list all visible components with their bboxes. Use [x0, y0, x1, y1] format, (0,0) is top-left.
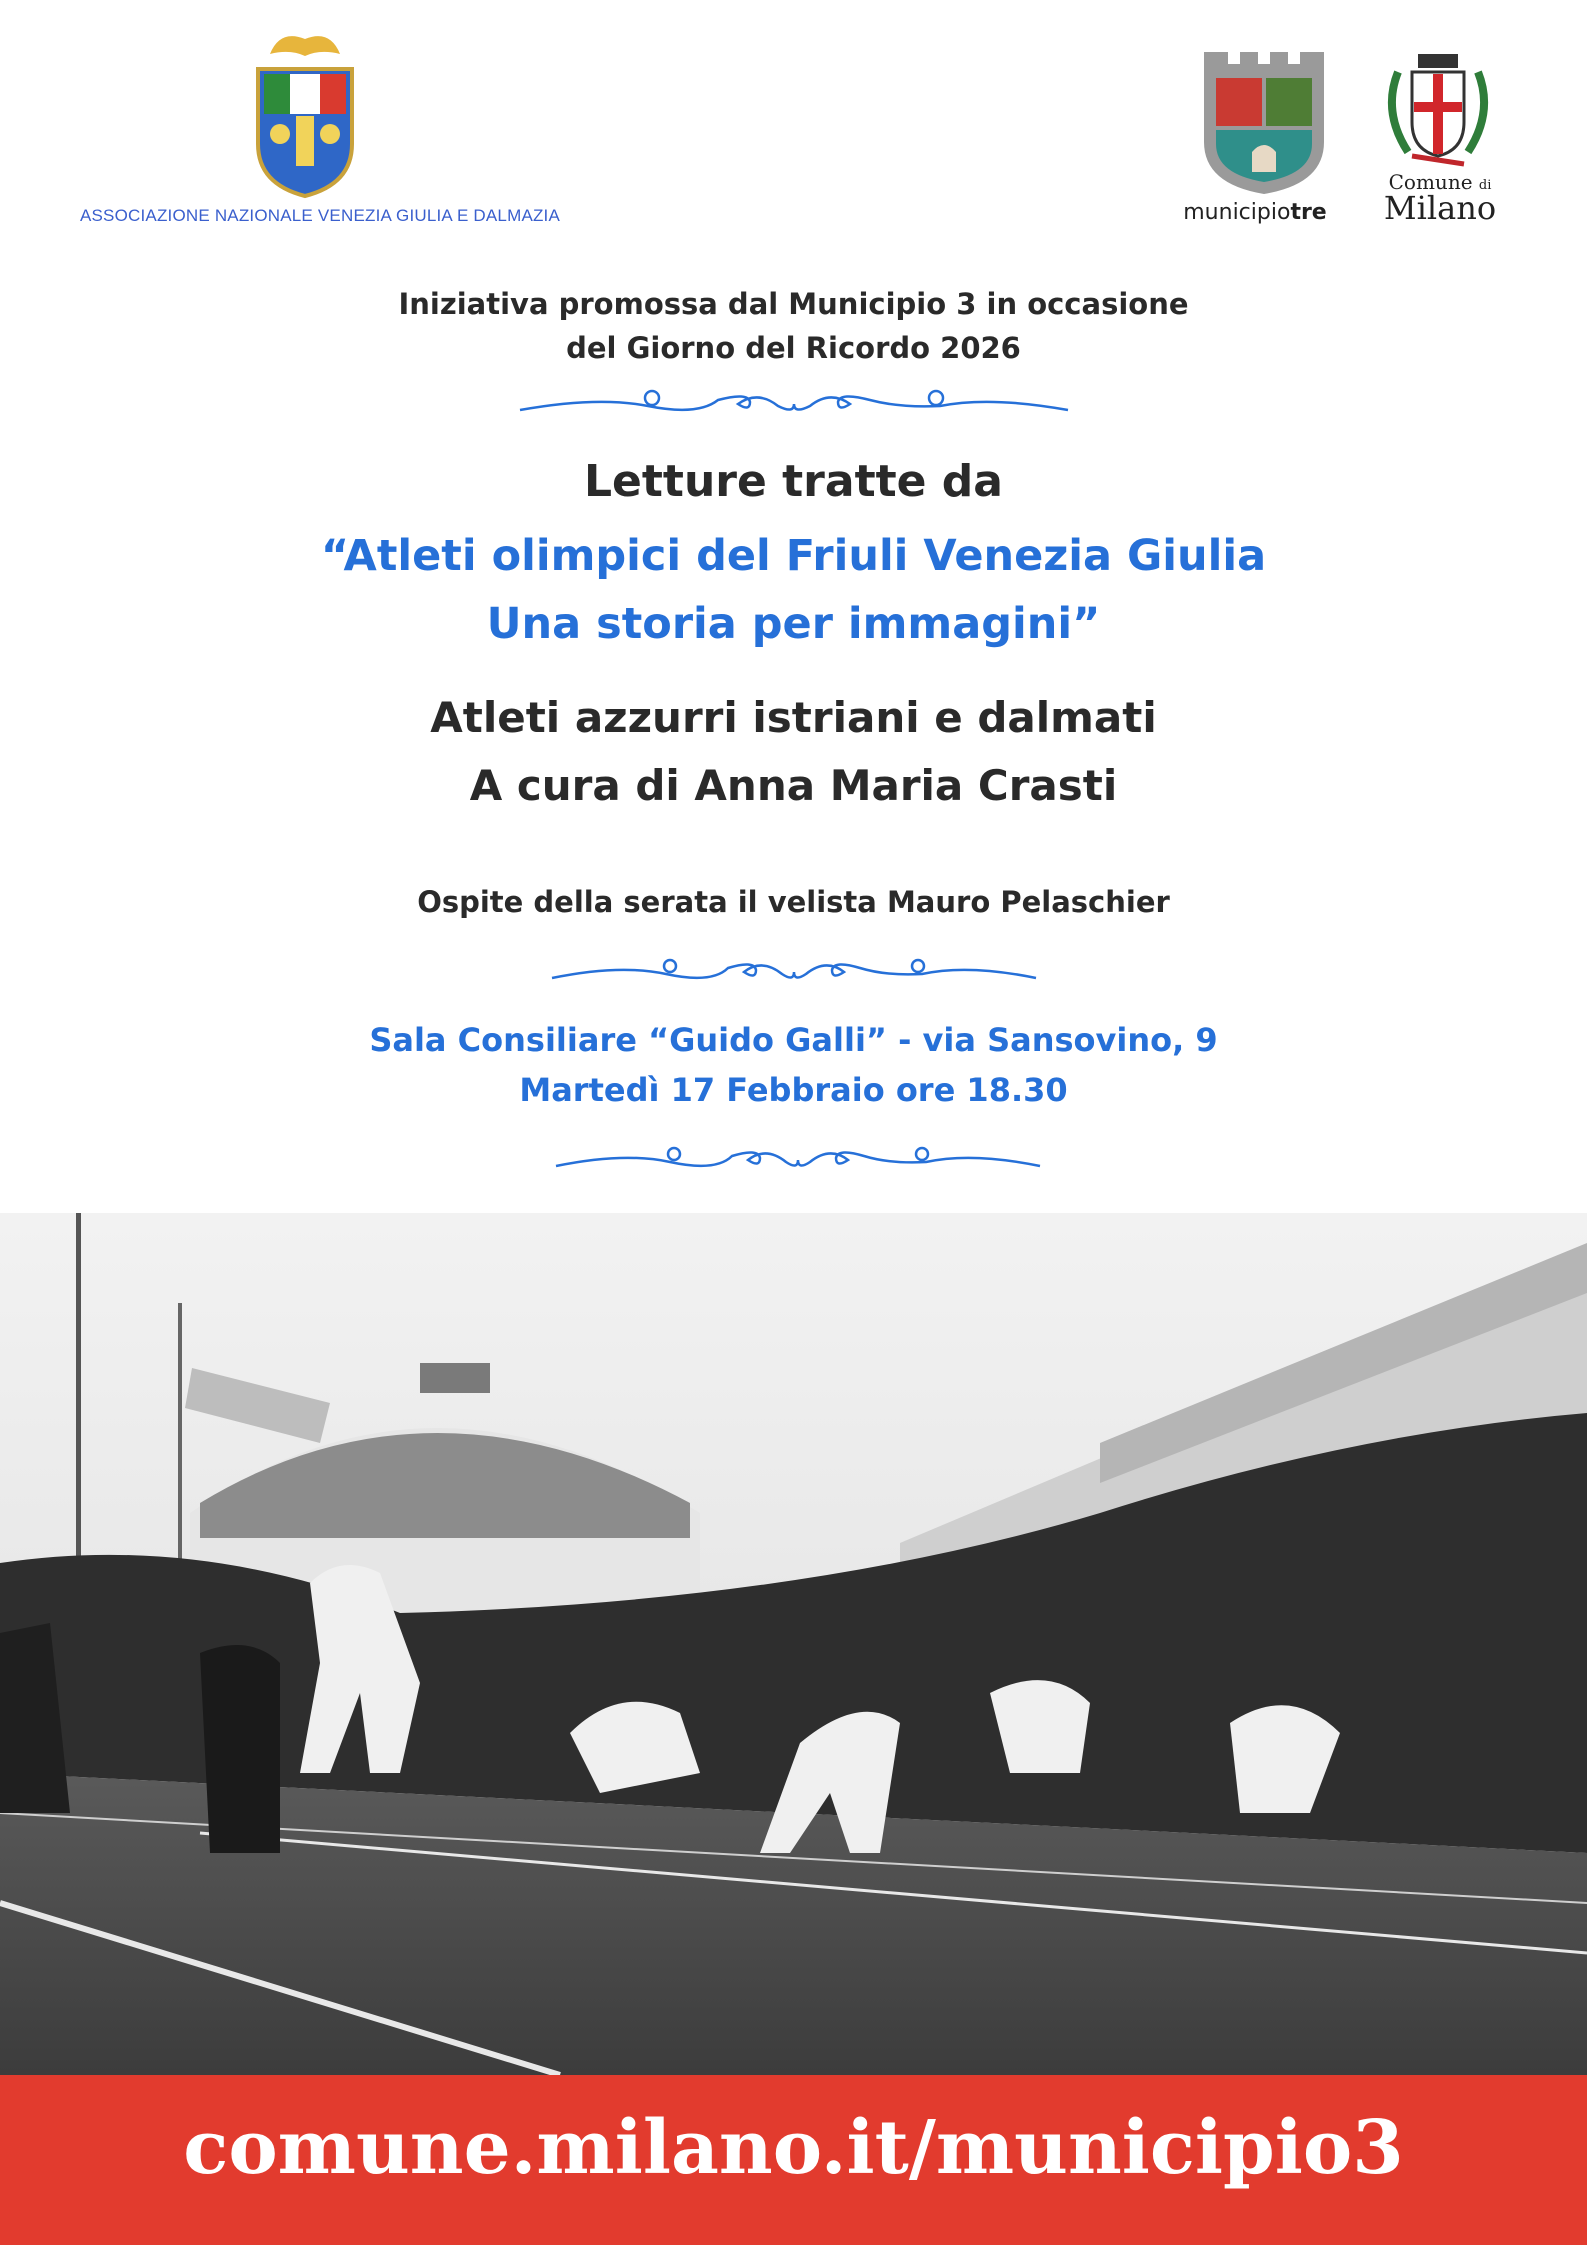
book-title	[0, 522, 1587, 658]
municipio-tre-label: municipiotre	[1183, 200, 1327, 225]
intro-line-1: Iniziativa promossa dal Municipio 3 in occasione	[398, 287, 1189, 321]
footer-url-link[interactable]: comune.milano.it/municipio3	[183, 2105, 1404, 2191]
municipio-tre-crest-logo	[1200, 52, 1328, 194]
guest-text: Ospite della serata il velista Mauro Pelaschier	[417, 885, 1170, 919]
event-venue: Sala Consiliare “Guido Galli” - via Sansovino, 9	[369, 1021, 1218, 1059]
book-title-line-2: Una storia per immagini”	[486, 599, 1101, 649]
ornamental-divider-top	[518, 382, 1070, 422]
subtitle-line-1: Atleti azzurri istriani e dalmati	[430, 693, 1157, 742]
event-details	[0, 1015, 1587, 1115]
comune-milano-label: Comune di Milano	[1383, 170, 1497, 227]
event-datetime: Martedì 17 Febbraio ore 18.30	[519, 1071, 1068, 1109]
book-title-line-1: “Atleti olimpici del Friuli Venezia Giulia	[320, 531, 1267, 581]
association-name: ASSOCIAZIONE NAZIONALE VENEZIA GIULIA E DALMAZIA	[79, 206, 561, 225]
subtitle-line-2: A cura di Anna Maria Crasti	[469, 761, 1118, 810]
comune-milano-crest-logo	[1378, 52, 1498, 170]
intro-line-2: del Giorno del Ricordo 2026	[566, 331, 1021, 365]
association-crest-logo	[250, 24, 360, 199]
subtitle	[0, 684, 1587, 820]
ornamental-divider-middle	[550, 952, 1038, 988]
ornamental-divider-bottom	[554, 1140, 1042, 1176]
intro-text	[0, 282, 1587, 370]
historic-olympic-sprint-photo	[0, 1213, 1587, 2075]
title-lead: Letture tratte da	[584, 456, 1003, 507]
